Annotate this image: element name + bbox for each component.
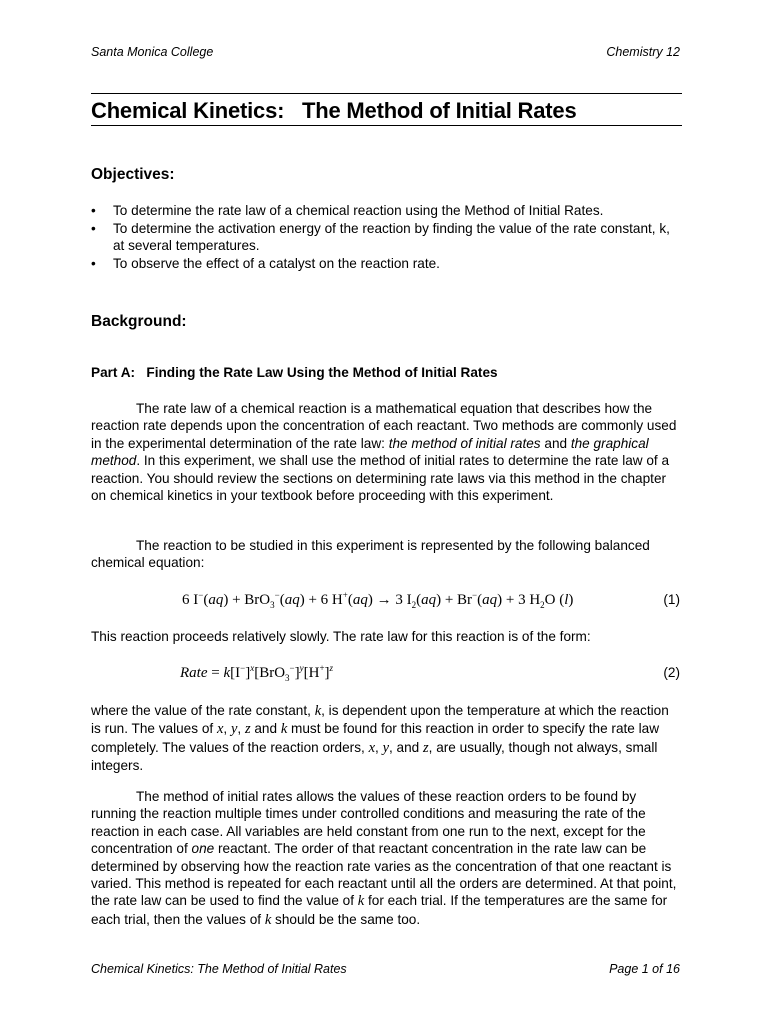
paragraph-reaction-intro: The reaction to be studied in this experiment is represented by the following balanced chemical equation: bbox=[91, 538, 650, 571]
paragraph-rate-law-form: This reaction proceeds relatively slowly. The rate law for this reaction is of the form: bbox=[91, 629, 591, 644]
footer-title: Chemical Kinetics: The Method of Initial Rates bbox=[91, 962, 347, 976]
paragraph-rate-law: The rate law of a chemical reaction is a mathematical equation that describes how the reaction rate depends upon the concentration of each reactant. Two methods are commonly used in the experimental determination of the rate law: the method of initial rates and the graphical method. In this experiment, we shall use the method of initial rates to determine the rate law of a reaction. You should review the sections on determining rate laws via this method in the chapter on chemical kinetics in your textbook before proceeding with this experiment. bbox=[91, 401, 677, 504]
objectives-heading: Objectives: bbox=[91, 166, 175, 183]
objective-item: • To determine the rate law of a chemical reaction using the Method of Initial Rates. bbox=[91, 202, 682, 220]
background-heading: Background: bbox=[91, 313, 187, 330]
objective-item: • To observe the effect of a catalyst on the reaction rate. bbox=[91, 255, 682, 273]
title-rule-top bbox=[91, 93, 682, 94]
paragraph-method-explanation: The method of initial rates allows the values of these reaction orders to be found by running the reaction multiple times under controlled conditions and measuring the rate of the reaction in each case. All variables are held constant from one run to the next, except for the concentration of one reactant. The order of that reactant concentration in the rate law can be determined by observing how the reaction rate varies as the concentration of that one reactant is varied. This method is repeated for each reactant until all the orders are determined. At that point, the rate law can be used to find the value of k for each trial. If the temperatures are the same for each trial, then the values of k should be the same too. bbox=[91, 789, 677, 928]
objective-text: To determine the activation energy of the reaction by finding the value of the rate constant, k, at several temperatures. bbox=[113, 220, 670, 254]
footer-page-number: Page 1 of 16 bbox=[609, 962, 680, 976]
title-rule-bottom bbox=[91, 125, 682, 126]
objectives-list bbox=[91, 202, 682, 272]
equation-2-number: (2) bbox=[663, 665, 680, 680]
equation-1-number: (1) bbox=[663, 592, 680, 607]
equation-2: Rate = $k[I^-]^x[BrO_3^-]^y[H^+]^z$ bbox=[180, 663, 334, 683]
header-institution: Santa Monica College bbox=[91, 45, 214, 59]
header-course: Chemistry 12 bbox=[606, 45, 680, 59]
objective-item bbox=[91, 220, 682, 255]
equation-1: 6 I−(aq) + BrO$_3$−(aq) + 6 H+(aq) → 3 $I_2(aq) + Br^-(aq) + 3$ $H_2O$ (l) bbox=[182, 590, 574, 610]
paragraph-rate-constant: where the value of the rate constant, k, is dependent upon the temperature at which the reaction is run. The values of x, y, z and k must be found for this reaction in order to specify the rate law completely. The values of the reaction orders, x, y, and z, are usually, though not always, small integers. bbox=[91, 703, 669, 774]
part-a-heading: Part A: Finding the Rate Law Using the Method of Initial Rates bbox=[91, 365, 498, 380]
page-title: Chemical Kinetics: The Method of Initial Rates bbox=[91, 98, 577, 123]
